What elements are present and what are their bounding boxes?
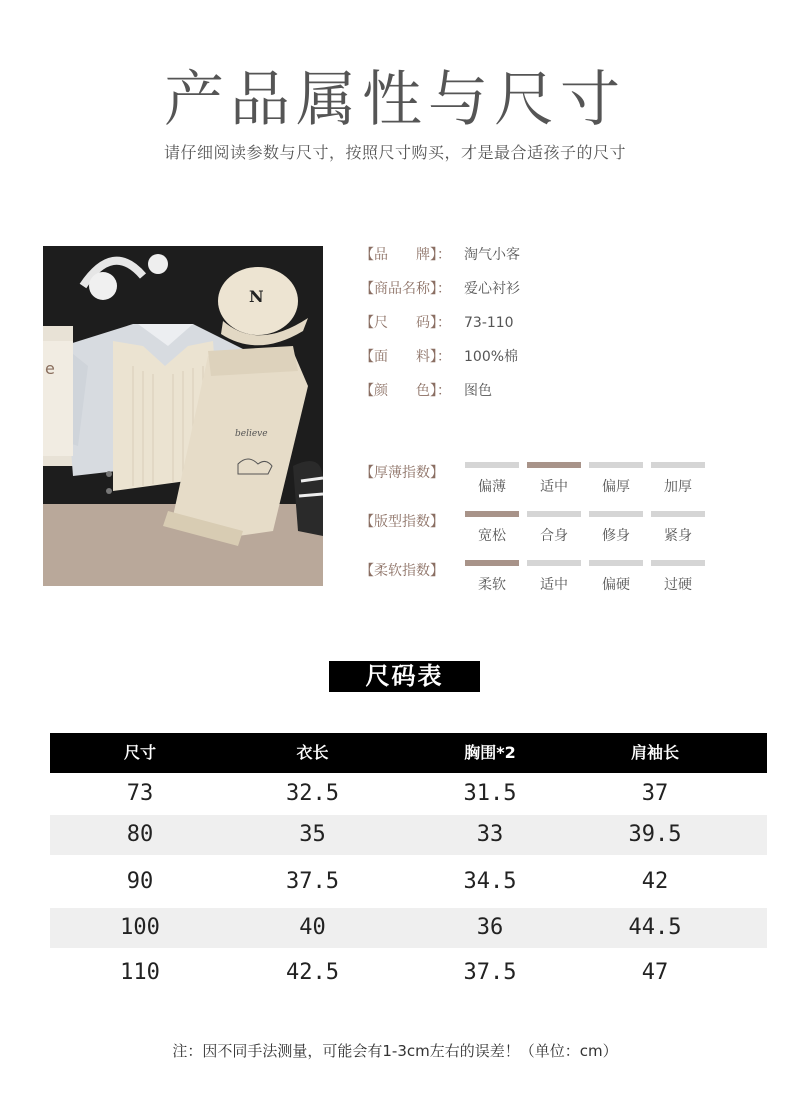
attribute-value: 爱心衬衫 (464, 281, 520, 297)
attribute-label: 【面 料】： (360, 349, 451, 365)
fine-print-line (0, 176, 790, 181)
table-row (50, 774, 767, 814)
option-label: 合身 (540, 528, 568, 544)
table-row (50, 862, 767, 902)
column-header: 肩袖长 (630, 743, 679, 762)
table-cell: 33 (476, 822, 504, 847)
measurement-note: 注：因不同手法测量，可能会有1-3cm左右的误差！（单位：cm） (172, 1042, 618, 1060)
option-label: 适中 (540, 479, 568, 495)
table-cell: 100 (120, 915, 160, 940)
attribute-label: 【尺 码】： (360, 315, 451, 331)
attribute-value: 100%棉 (464, 349, 519, 365)
column-header: 尺寸 (123, 743, 156, 762)
table-cell: 73 (126, 781, 154, 806)
attribute-brand (360, 244, 520, 264)
option-label: 适中 (540, 577, 568, 593)
attribute-size (360, 312, 514, 332)
index-bar (589, 511, 643, 517)
table-cell: 37 (641, 781, 669, 806)
svg-text:believe: believe (235, 429, 268, 439)
option-label: 过硬 (664, 577, 692, 593)
index-bar (465, 462, 519, 468)
table-cell: 42.5 (286, 960, 339, 985)
table-cell: 40 (299, 915, 326, 940)
table-cell: 34.5 (463, 869, 517, 894)
page-title: 产品属性与尺寸 (164, 65, 626, 135)
attribute-label: 【品 牌】： (360, 247, 451, 263)
attribute-value: 73-110 (464, 315, 514, 331)
table-row (50, 953, 767, 993)
fit-index-label: 【版型指数】 (360, 514, 444, 530)
attribute-value: 淘气小客 (464, 247, 520, 263)
table-cell: 35 (299, 822, 326, 847)
option-label: 偏薄 (478, 479, 506, 495)
index-bar (589, 560, 643, 566)
index-bar (527, 560, 581, 566)
option-label: 宽松 (478, 528, 506, 544)
table-cell: 37.5 (286, 869, 339, 894)
page-subtitle: 请仔细阅读参数与尺寸，按照尺寸购买，才是最合适孩子的尺寸 (163, 143, 626, 162)
option-label: 柔软 (478, 577, 506, 593)
index-bar (589, 462, 643, 468)
index-bar (527, 462, 581, 468)
attribute-color (360, 380, 492, 400)
product-photo (43, 246, 323, 586)
attribute-value: 图色 (464, 383, 492, 399)
option-label: 加厚 (664, 479, 692, 495)
size-chart-title: 尺码表 (329, 661, 480, 692)
table-cell: 80 (126, 822, 154, 847)
softness-index-label: 【柔软指数】 (360, 563, 444, 579)
option-label: 修身 (602, 528, 630, 544)
table-cell: 47 (641, 960, 669, 985)
table-cell: 110 (120, 960, 160, 985)
attribute-label: 【颜 色】： (360, 383, 451, 399)
index-bar (465, 511, 519, 517)
index-bar (651, 560, 705, 566)
svg-text:N: N (249, 287, 264, 306)
option-label: 紧身 (664, 528, 692, 544)
index-bar (465, 560, 519, 566)
svg-text:e: e (45, 359, 55, 378)
table-cell: 90 (126, 869, 154, 894)
thickness-index-label: 【厚薄指数】 (360, 465, 444, 481)
table-row (50, 815, 767, 855)
option-label: 偏厚 (602, 479, 630, 495)
table-cell: 42 (641, 869, 669, 894)
column-header: 胸围*2 (464, 743, 516, 762)
table-header-row (50, 733, 767, 773)
index-bar (651, 462, 705, 468)
index-bar (527, 511, 581, 517)
table-cell: 39.5 (628, 822, 682, 847)
product-photo-illustration (43, 246, 323, 586)
table-cell: 36 (476, 915, 504, 940)
table-cell: 37.5 (463, 960, 517, 985)
attribute-product-name (360, 278, 520, 298)
table-cell: 32.5 (286, 781, 339, 806)
attribute-fabric (360, 346, 518, 366)
attribute-label: 【商品名称】： (360, 281, 451, 297)
option-label: 偏硬 (602, 577, 630, 593)
table-row (50, 908, 767, 948)
column-header: 衣长 (296, 743, 329, 762)
index-bar (651, 511, 705, 517)
table-cell: 31.5 (463, 781, 517, 806)
table-cell: 44.5 (628, 915, 682, 940)
